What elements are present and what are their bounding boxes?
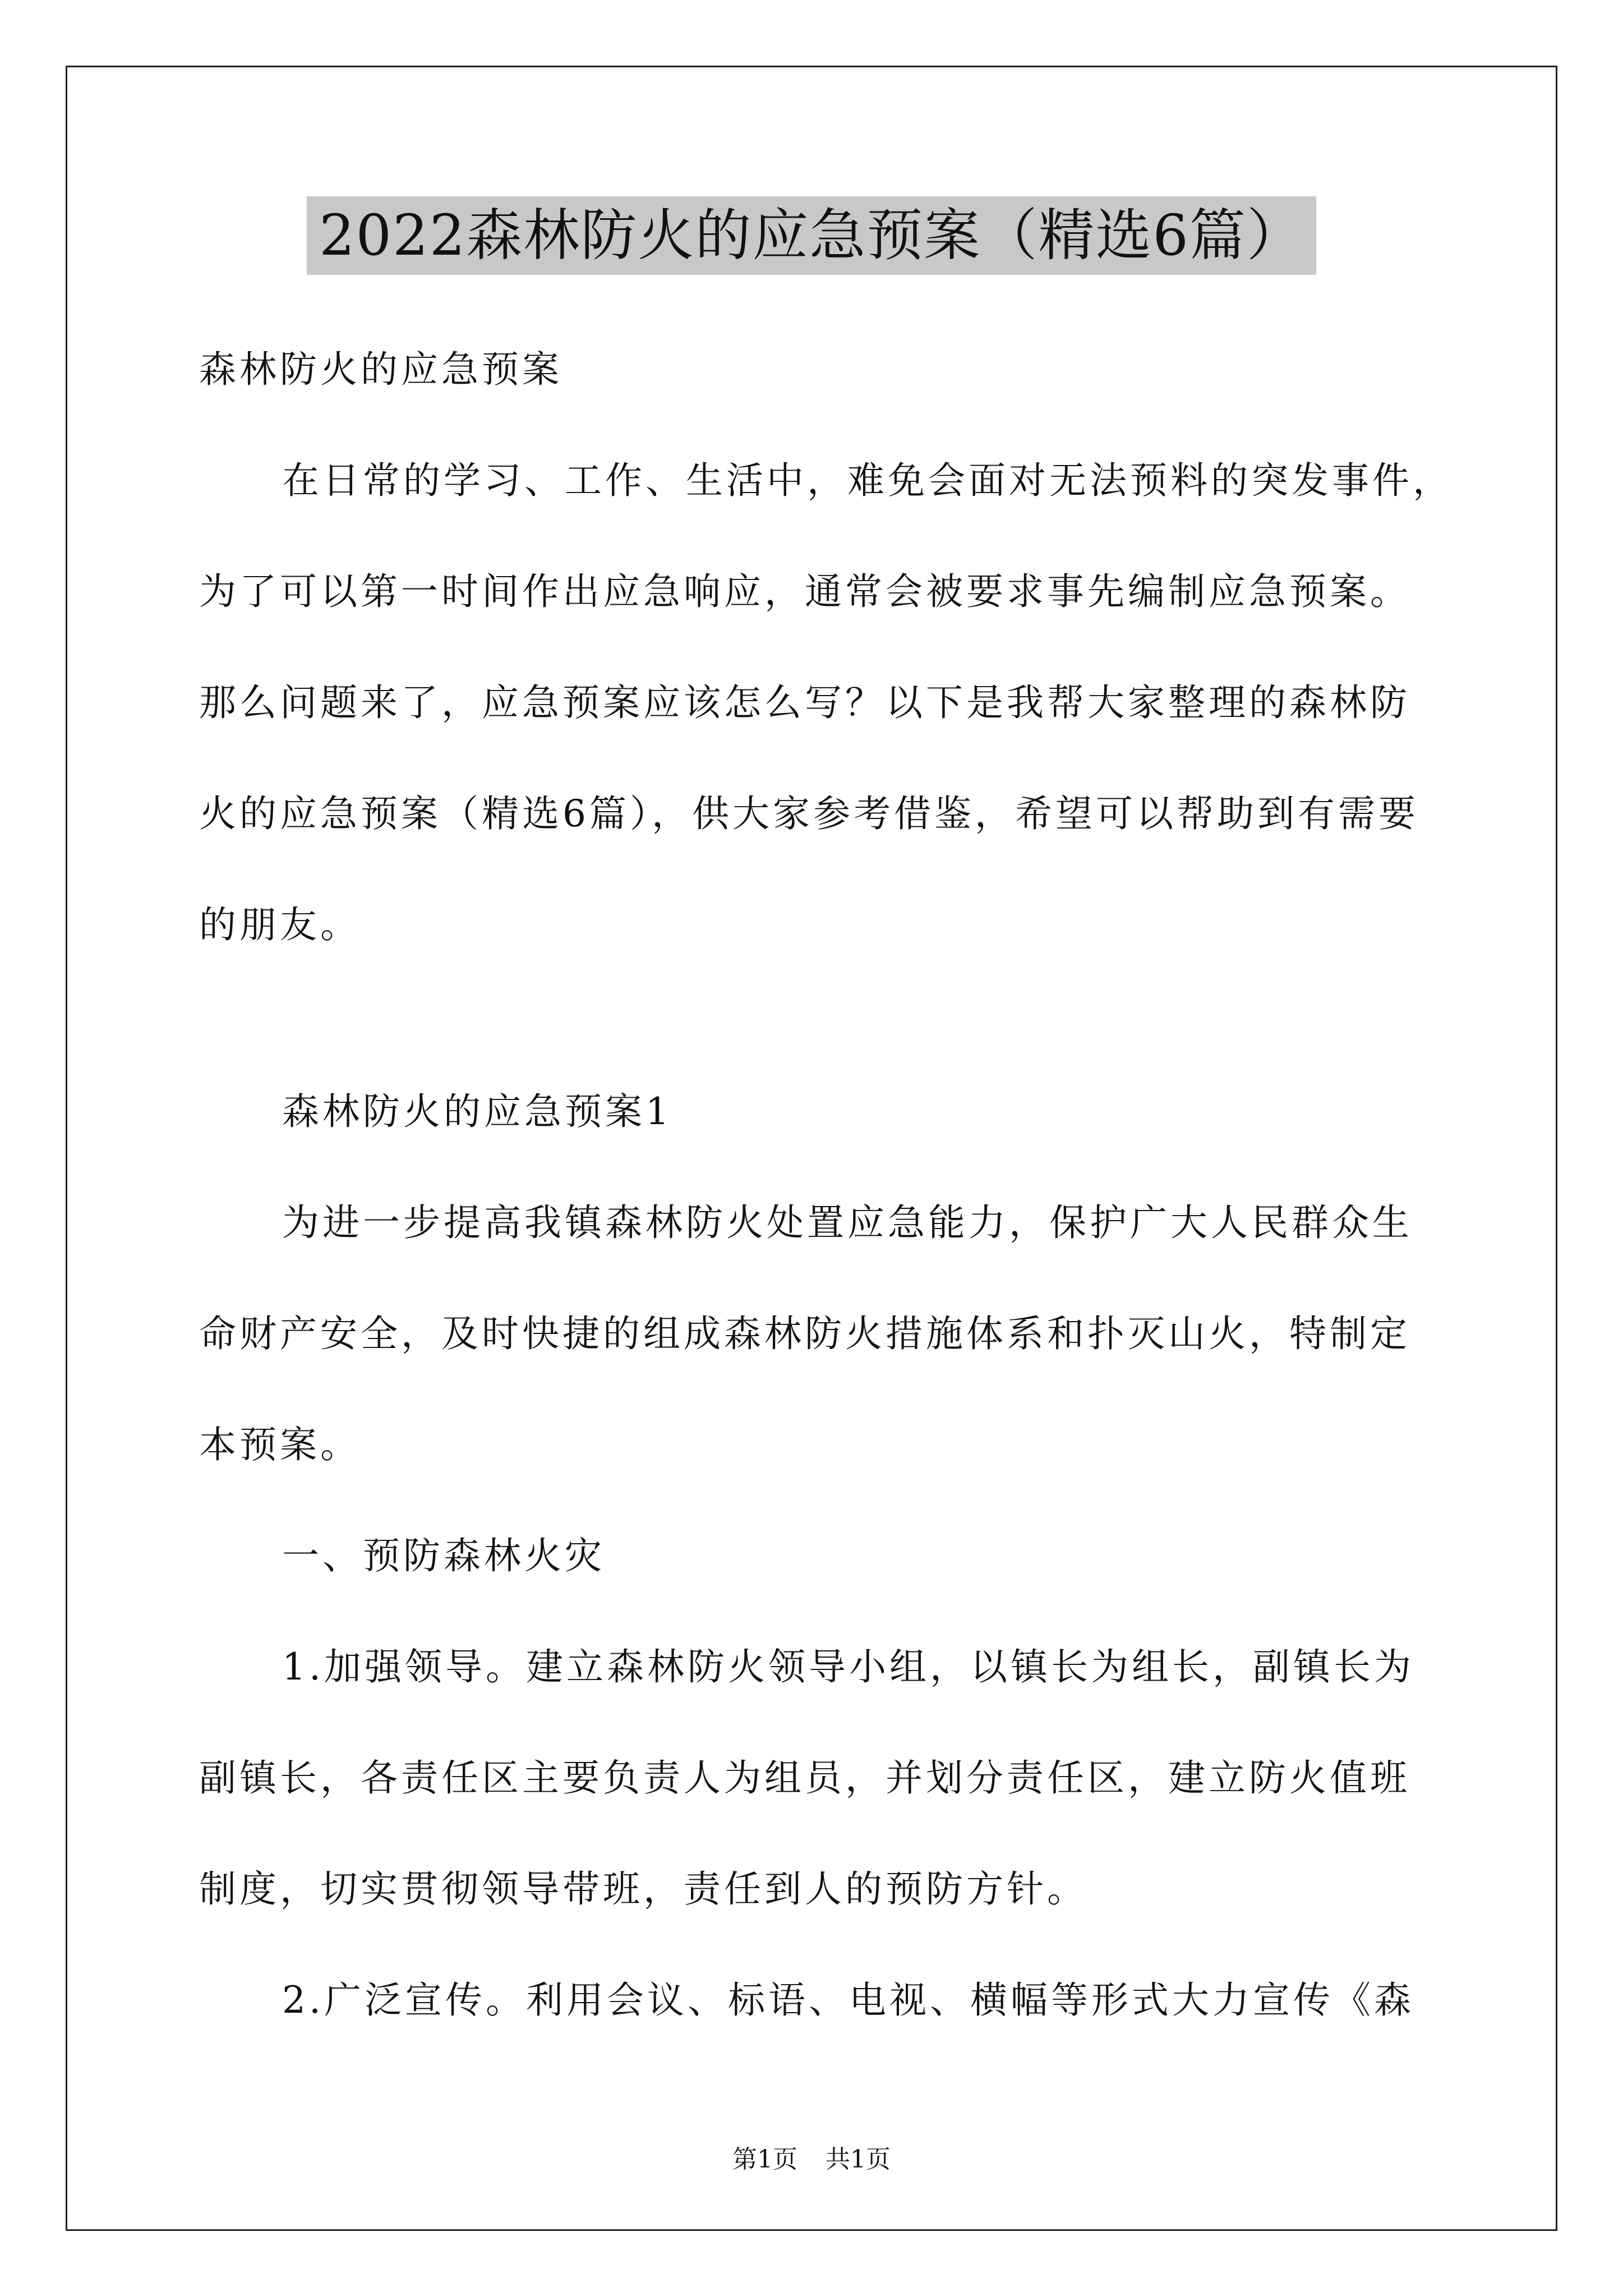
list-item-2 xyxy=(199,1945,1444,2056)
title-container xyxy=(0,196,1623,275)
page-number: 第1页 xyxy=(732,2145,797,2174)
paragraph-line: 为进一步提高我镇森林防火处置应急能力，保护广大人民群众生 xyxy=(282,1201,1413,1244)
intro-paragraph xyxy=(199,425,1453,981)
paragraph-line: 本预案。 xyxy=(199,1423,361,1466)
intro-line: 在日常的学习、工作、生活中，难免会面对无法预料的突发事件， xyxy=(282,459,1453,502)
paragraph-line: 1.加强领导。建立森林防火领导小组，以镇长为组长，副镇长为 xyxy=(282,1645,1414,1688)
intro-line: 为了可以第一时间作出应急响应，通常会被要求事先编制应急预案。 xyxy=(199,570,1410,613)
list-item-1 xyxy=(199,1612,1444,1945)
intro-line: 那么问题来了，应急预案应该怎么写？以下是我帮大家整理的森林防 xyxy=(199,681,1410,724)
document-title: 2022森林防火的应急预案（精选6篇） xyxy=(307,196,1316,275)
document-subtitle: 森林防火的应急预案 xyxy=(199,348,562,391)
page-footer xyxy=(0,2143,1623,2177)
page-total: 共1页 xyxy=(826,2145,891,2174)
section1-paragraph xyxy=(199,1167,1444,1501)
sub-heading: 一、预防森林火灾 xyxy=(282,1534,605,1577)
section-gap xyxy=(199,981,1444,1056)
section-heading: 森林防火的应急预案1 xyxy=(282,1090,672,1133)
intro-line: 的朋友。 xyxy=(199,903,361,946)
document-body xyxy=(199,314,1453,2056)
intro-line: 火的应急预案（精选6篇），供大家参考借鉴，希望可以帮助到有需要 xyxy=(199,792,1419,835)
paragraph-line: 命财产安全，及时快捷的组成森林防火措施体系和扑灭山火，特制定 xyxy=(199,1312,1410,1355)
paragraph-line: 副镇长，各责任区主要负责人为组员，并划分责任区，建立防火值班 xyxy=(199,1756,1410,1800)
paragraph-line: 制度，切实贯彻领导带班，责任到人的预防方针。 xyxy=(199,1867,1087,1911)
paragraph-line: 2.广泛宣传。利用会议、标语、电视、横幅等形式大力宣传《森 xyxy=(282,1978,1414,2022)
